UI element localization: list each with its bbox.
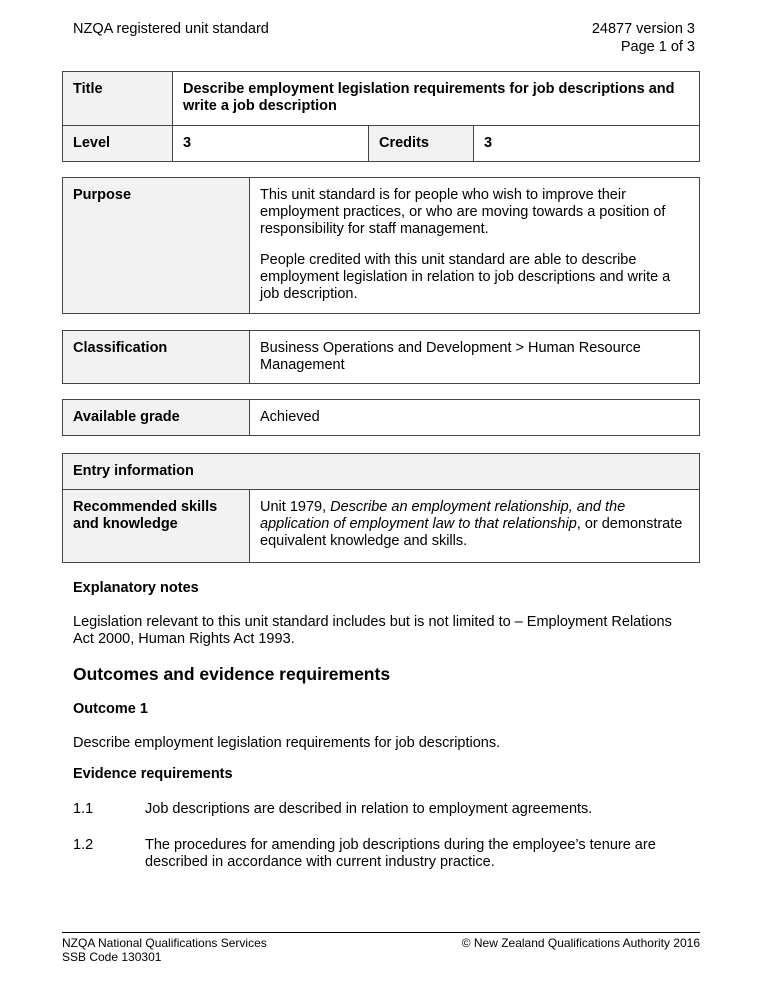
- footer-left: [62, 936, 267, 964]
- level-value: 3: [173, 126, 369, 162]
- credits-value: 3: [474, 126, 700, 162]
- recommended-suffix: , or demonstrate equivalent knowledge and skills.: [260, 516, 683, 549]
- footer-org: NZQA National Qualifications Services: [62, 936, 267, 950]
- recommended-value: [250, 490, 700, 563]
- evidence-number: 1.2: [73, 837, 94, 853]
- entry-table: [62, 453, 700, 563]
- classification-label: Classification: [63, 331, 250, 384]
- footer-copyright: © New Zealand Qualifications Authority 2016: [461, 936, 700, 950]
- page-number: Page 1 of 3: [620, 39, 695, 55]
- recommended-unit-title: Describe an employment relationship, and the application of employment law to that relationship: [260, 499, 626, 532]
- entry-heading: Entry information: [63, 454, 700, 490]
- version-label: 24877 version 3: [591, 21, 695, 37]
- footer-divider: [62, 932, 700, 933]
- purpose-table: [62, 177, 700, 314]
- evidence-text: Job descriptions are described in relation to employment agreements.: [145, 801, 593, 817]
- credits-label: Credits: [369, 126, 474, 162]
- outcome-1-text: Describe employment legislation requirements for job descriptions.: [73, 735, 501, 751]
- recommended-label: Recommended skills and knowledge: [63, 490, 250, 563]
- purpose-para-2: People credited with this unit standard are able to describe employment legislation in relation to job descriptions and write a job description.: [260, 252, 671, 302]
- title-label: Title: [63, 72, 173, 126]
- grade-label: Available grade: [63, 400, 250, 436]
- outcomes-heading: Outcomes and evidence requirements: [73, 664, 391, 684]
- purpose-content: [250, 178, 700, 314]
- title-value: Describe employment legislation requirements for job descriptions and write a job description: [173, 72, 700, 126]
- recommended-prefix: Unit 1979,: [260, 499, 331, 515]
- classification-table: [62, 330, 700, 384]
- purpose-label: Purpose: [63, 178, 250, 314]
- evidence-text: The procedures for amending job descriptions during the employee’s tenure are described in accordance with current industry practice.: [145, 837, 656, 870]
- footer-ssb-code: SSB Code 130301: [62, 950, 162, 964]
- purpose-para-1: This unit standard is for people who wish to improve their employment practices, or who are moving towards a position of responsibility for staff management.: [260, 187, 666, 237]
- grade-table: [62, 399, 700, 436]
- header-left: NZQA registered unit standard: [73, 21, 269, 37]
- level-label: Level: [63, 126, 173, 162]
- header-right: [592, 20, 695, 56]
- outcome-1-label: Outcome 1: [73, 701, 148, 717]
- evidence-heading: Evidence requirements: [73, 766, 233, 782]
- evidence-number: 1.1: [73, 801, 94, 817]
- explanatory-text: Legislation relevant to this unit standard includes but is not limited to – Employment Relations Act 2000, Human Rights Act 1993.: [73, 614, 672, 647]
- title-table: [62, 71, 700, 162]
- grade-value: Achieved: [250, 400, 700, 436]
- explanatory-heading: Explanatory notes: [73, 580, 199, 596]
- classification-value: Business Operations and Development > Human Resource Management: [250, 331, 700, 384]
